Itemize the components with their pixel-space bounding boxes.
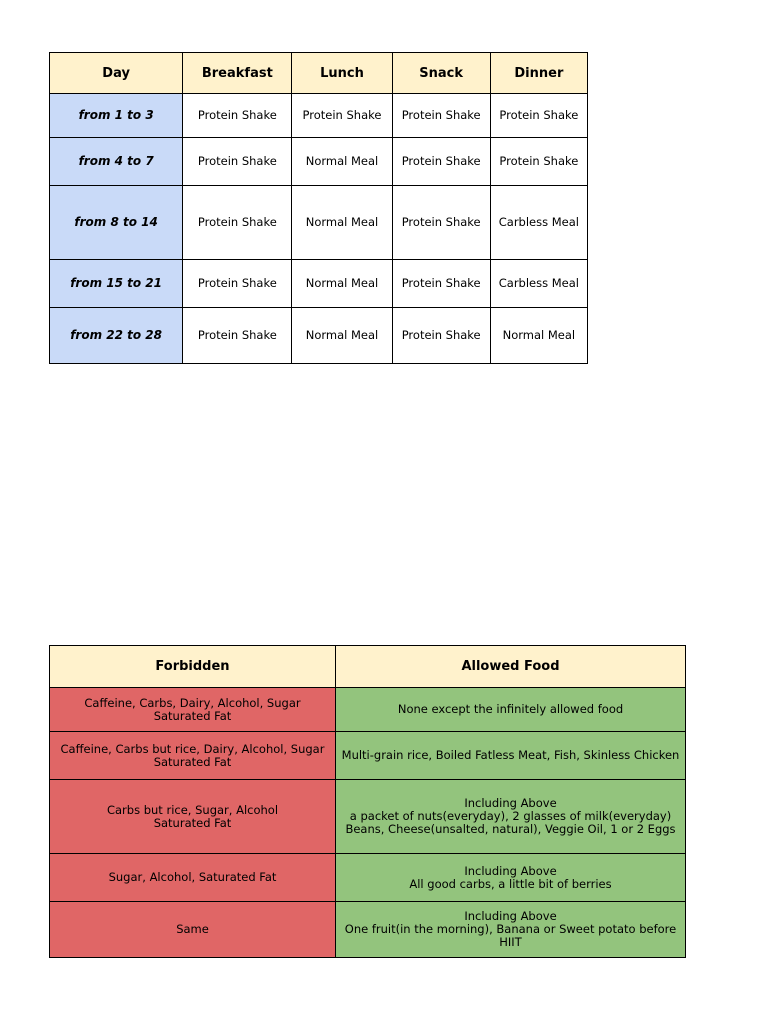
allowed-cell[interactable] [336, 854, 686, 902]
day-cell[interactable]: from 8 to 14 [50, 186, 183, 260]
lunch-cell[interactable]: Normal Meal [292, 138, 392, 186]
forbidden-cell[interactable] [50, 854, 336, 902]
cell-line: None except the infinitely allowed food [397, 702, 624, 716]
lunch-cell[interactable]: Normal Meal [292, 260, 392, 308]
header-allowed-food[interactable]: Allowed Food [336, 646, 686, 688]
cell-line: Saturated Fat [153, 754, 232, 769]
dinner-cell[interactable]: Protein Shake [490, 138, 587, 186]
header-snack[interactable]: Snack [392, 53, 490, 94]
breakfast-cell[interactable]: Protein Shake [183, 308, 292, 364]
table-row [50, 902, 686, 958]
allowed-cell[interactable] [336, 732, 686, 780]
cell-line: Beans, Cheese(unsalted, natural), Veggie Oil, 1 or 2 Eggs [345, 822, 676, 836]
snack-cell[interactable]: Protein Shake [392, 94, 490, 138]
table-row [50, 688, 686, 732]
cell-line: Caffeine, Carbs, Dairy, Alcohol, Sugar [84, 695, 301, 710]
snack-cell[interactable]: Protein Shake [392, 138, 490, 186]
header-lunch[interactable]: Lunch [292, 53, 392, 94]
forbidden-cell[interactable] [50, 780, 336, 854]
snack-cell[interactable]: Protein Shake [392, 186, 490, 260]
dinner-cell[interactable]: Protein Shake [490, 94, 587, 138]
forbidden-cell[interactable] [50, 732, 336, 780]
cell-line: Including Above [464, 863, 557, 878]
cell-line: One fruit(in the morning), Banana or Sweet potato before HIIT [344, 922, 677, 949]
cell-line: Saturated Fat [153, 815, 232, 830]
cell-line: Multi-grain rice, Boiled Fatless Meat, Fish, Skinless Chicken [341, 748, 680, 762]
day-cell[interactable]: from 4 to 7 [50, 138, 183, 186]
table-header-row [50, 646, 686, 688]
cell-line: Sugar, Alcohol, Saturated Fat [108, 870, 277, 884]
header-forbidden[interactable]: Forbidden [50, 646, 336, 688]
cell-line: Including Above [464, 909, 557, 923]
allowed-cell[interactable] [336, 688, 686, 732]
breakfast-cell[interactable]: Protein Shake [183, 260, 292, 308]
meal-schedule-table [49, 52, 588, 364]
forbidden-cell[interactable] [50, 688, 336, 732]
day-cell[interactable]: from 22 to 28 [50, 308, 183, 364]
day-cell[interactable]: from 15 to 21 [50, 260, 183, 308]
table-row [50, 854, 686, 902]
table-row [50, 732, 686, 780]
table-header-row [50, 53, 588, 94]
header-dinner[interactable]: Dinner [490, 53, 587, 94]
table-row [50, 94, 588, 138]
dinner-cell[interactable]: Carbless Meal [490, 186, 587, 260]
food-rules-table [49, 645, 686, 958]
table-row [50, 186, 588, 260]
allowed-cell[interactable] [336, 780, 686, 854]
allowed-cell[interactable] [336, 902, 686, 958]
forbidden-cell[interactable] [50, 902, 336, 958]
snack-cell[interactable]: Protein Shake [392, 260, 490, 308]
breakfast-cell[interactable]: Protein Shake [183, 186, 292, 260]
cell-line: Carbs but rice, Sugar, Alcohol [106, 802, 279, 817]
table-row [50, 780, 686, 854]
lunch-cell[interactable]: Normal Meal [292, 308, 392, 364]
cell-line: a packet of nuts(everyday), 2 glasses of milk(everyday) [349, 809, 672, 823]
day-cell[interactable]: from 1 to 3 [50, 94, 183, 138]
cell-line: Saturated Fat [153, 708, 232, 723]
header-day[interactable]: Day [50, 53, 183, 94]
header-breakfast[interactable]: Breakfast [183, 53, 292, 94]
breakfast-cell[interactable]: Protein Shake [183, 94, 292, 138]
table-row [50, 308, 588, 364]
breakfast-cell[interactable]: Protein Shake [183, 138, 292, 186]
lunch-cell[interactable]: Protein Shake [292, 94, 392, 138]
table-row [50, 138, 588, 186]
cell-line: Including Above [464, 796, 557, 810]
cell-line: All good carbs, a little bit of berries [409, 876, 612, 891]
cell-line: Caffeine, Carbs but rice, Dairy, Alcohol, Sugar [60, 741, 325, 756]
lunch-cell[interactable]: Normal Meal [292, 186, 392, 260]
dinner-cell[interactable]: Normal Meal [490, 308, 587, 364]
snack-cell[interactable]: Protein Shake [392, 308, 490, 364]
cell-line: Same [176, 922, 209, 936]
dinner-cell[interactable]: Carbless Meal [490, 260, 587, 308]
table-row [50, 260, 588, 308]
